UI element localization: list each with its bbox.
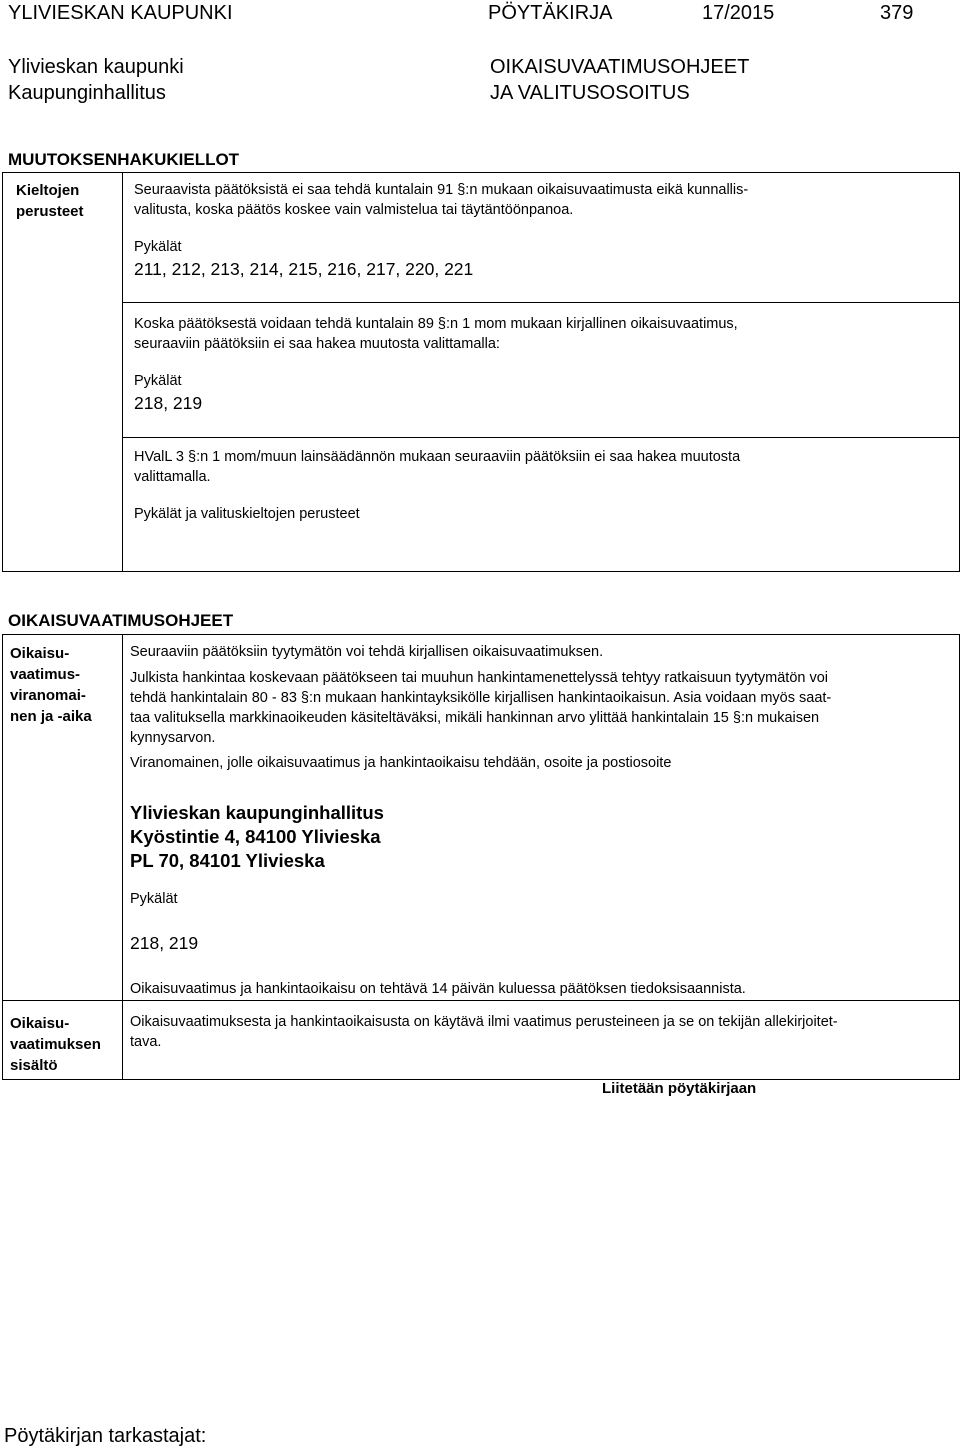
paragraph-oikaisu-intro: Seuraaviin päätöksiin tyytymätön voi tehdä kirjallisen oikaisuvaatimuksen.	[130, 644, 604, 660]
header-page-number: 379	[880, 2, 914, 24]
paragraph-deadline: Oikaisuvaatimus ja hankintaoikaisu on tehtävä 14 päivän kuluessa päätöksen tiedoksisaannista.	[130, 981, 746, 997]
section-title-oikaisuvaatimusohjeet: OIKAISUVAATIMUSOHJEET	[8, 611, 234, 630]
paragraph-hvall: HValL 3 §:n 1 mom/muun lainsäädännön mukaan seuraaviin päätöksiin ei saa hakea muutosta valittamalla.	[134, 449, 741, 485]
header-org-sub: Ylivieskan kaupunki	[8, 56, 184, 78]
pykalat-label: Pykälät	[130, 891, 178, 907]
header-doc-type: PÖYTÄKIRJA	[488, 2, 613, 24]
label-oikaisuvaatimusviranomainen: Oikaisu- vaatimus- viranomai- nen ja -aika	[10, 645, 92, 725]
pykalat-label: Pykälät	[134, 373, 182, 389]
pykalat-list: 218, 219	[130, 933, 199, 953]
paragraph-viranomainen: Viranomainen, jolle oikaisuvaatimus ja hankintaoikaisu tehdään, osoite ja postiosoite	[130, 755, 672, 771]
section-title-muutoksenhakukiellot: MUUTOKSENHAKUKIELLOT	[8, 150, 240, 169]
label-oikaisuvaatimuksen-sisalto: Oikaisu- vaatimuksen sisältö	[10, 1015, 101, 1074]
paragraph-oikaisuvaatimus-basis: Koska päätöksestä voidaan tehdä kuntalain 89 §:n 1 mom mukaan kirjallinen oikaisuvaatimus, seuraaviin päätöksiin ei saa hakea muutosta valittamalla:	[134, 316, 738, 352]
header-org: YLIVIESKAN KAUPUNKI	[8, 2, 233, 24]
pykalat-list: 218, 219	[134, 393, 203, 413]
address-line2: Kyöstintie 4, 84100 Ylivieska	[130, 826, 381, 847]
row-divider	[122, 437, 960, 438]
column-divider	[122, 634, 123, 1080]
paragraph-sisalto: Oikaisuvaatimuksesta ja hankintaoikaisusta on käytävä ilmi vaatimus perusteineen ja se on tekijän allekirjoitet- tava.	[130, 1014, 838, 1050]
header-title-line1: OIKAISUVAATIMUSOHJEET	[490, 56, 750, 78]
header-title-line2: JA VALITUSOSOITUS	[490, 82, 690, 104]
address-line1: Ylivieskan kaupunginhallitus	[130, 802, 384, 823]
label-kieltojen-perusteet: Kieltojen perusteet	[16, 182, 84, 220]
pykalat-label: Pykälät	[134, 239, 182, 255]
footer-reviewers: Pöytäkirjan tarkastajat:	[4, 1425, 207, 1447]
paragraph-no-appeal-intro: Seuraavista päätöksistä ei saa tehdä kuntalain 91 §:n mukaan oikaisuvaatimusta eikä kunnallis- valitusta, koska päätös koskee vain valmistelua tai täytäntöönpanoa.	[134, 182, 749, 218]
paragraph-hankintaoikaisu: Julkista hankintaa koskevaan päätökseen tai muuhun hankintamenettelyssä tehtyy ratkaisuun tyytymätön voi tehdä hankintalain 80 - 83 §:n mukaan hankintayksikölle kirjallisen hankintaoikaisun. Asia voidaan myös saat- taa valituksella markkinaoikeuden käsiteltäväksi, mikäli hankinnan arvo ylittää hankintalain 15 §:n mukaisen kynnysarvon.	[130, 670, 832, 746]
header-number: 17/2015	[702, 2, 775, 24]
pykalat-list: 211, 212, 213, 214, 215, 216, 217, 220, 221	[134, 259, 474, 279]
paragraph-pykalat-valituskiellot: Pykälät ja valituskieltojen perusteet	[134, 506, 360, 522]
column-divider	[122, 172, 123, 572]
header-body: Kaupunginhallitus	[8, 82, 166, 104]
row-divider	[2, 1000, 960, 1001]
attachment-note: Liitetään pöytäkirjaan	[602, 1080, 757, 1097]
address-line3: PL 70, 84101 Ylivieska	[130, 850, 325, 871]
row-divider	[122, 302, 960, 303]
